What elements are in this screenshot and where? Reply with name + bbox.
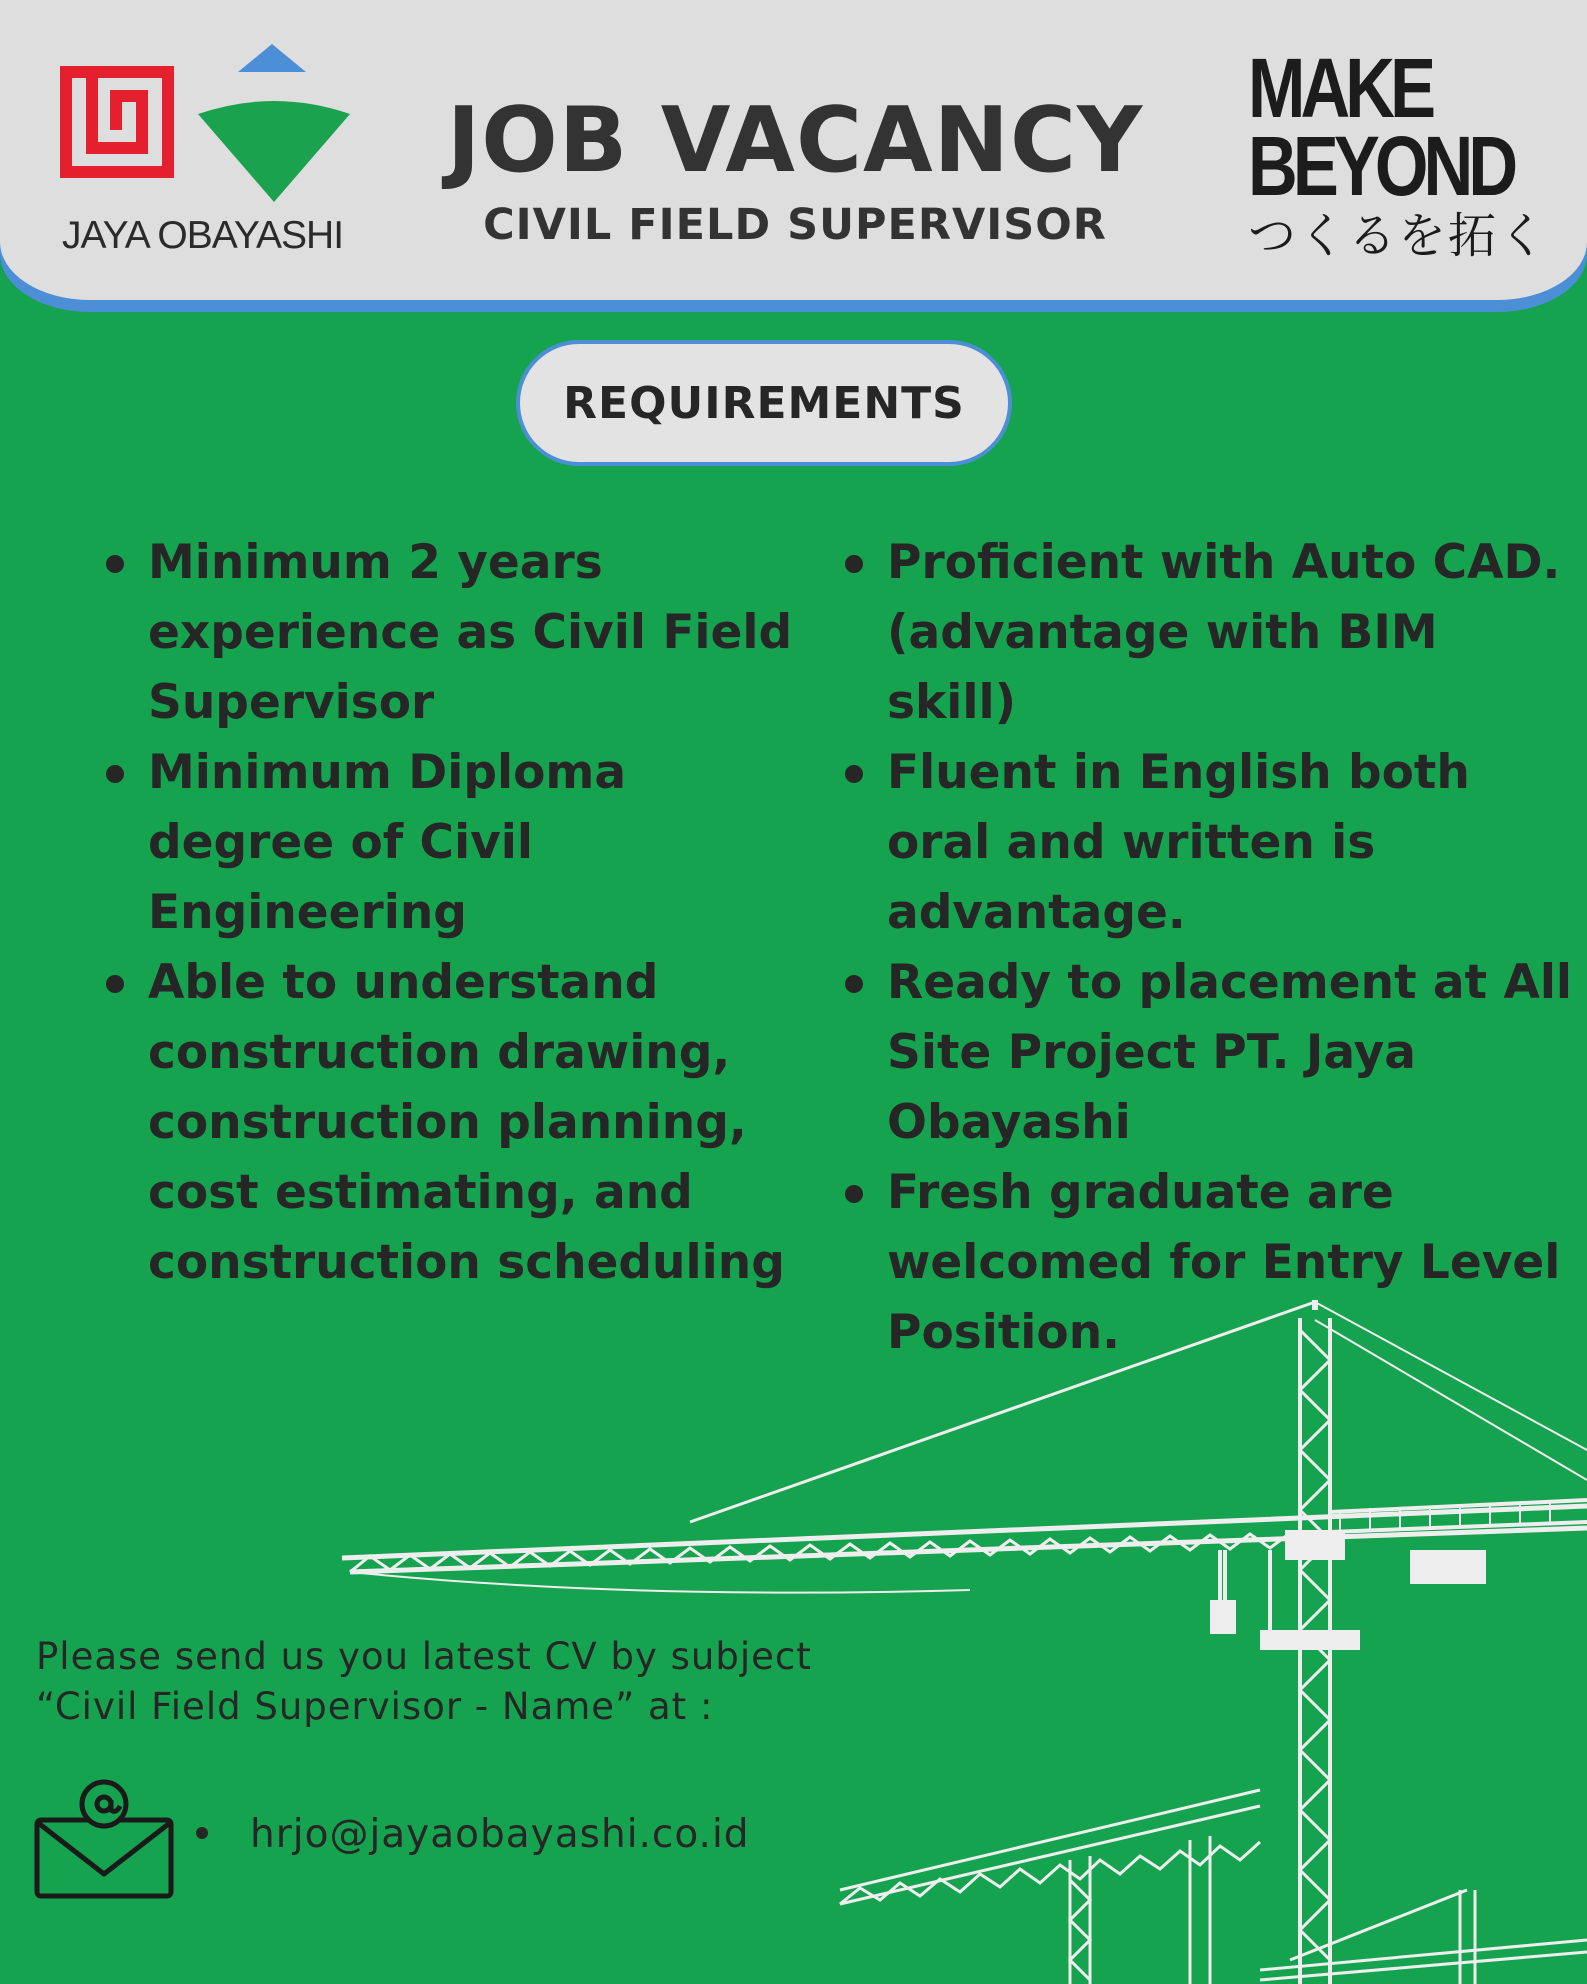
jaya-obayashi-logo-icon	[58, 42, 358, 212]
page-title: JOB VACANCY	[446, 88, 1144, 193]
list-item: Minimum Diploma degree of Civil Engineering	[104, 738, 804, 948]
bullet-dot	[196, 1827, 208, 1839]
contact-email-row	[196, 1812, 750, 1857]
tagline-line-1: MAKE	[1248, 41, 1432, 135]
make-beyond-logo	[1248, 41, 1578, 264]
email-icon	[34, 1778, 176, 1900]
application-instructions	[36, 1632, 936, 1732]
header-banner	[0, 0, 1587, 300]
list-item: Able to understand construction drawing, construction planning, cost estimating, and construction scheduling	[104, 948, 804, 1298]
company-logo	[58, 42, 358, 262]
company-logo-text: JAYA OBAYASHI	[62, 214, 344, 257]
list-item: Fresh graduate are welcomed for Entry Level Position.	[843, 1158, 1583, 1368]
requirements-heading: REQUIREMENTS	[516, 340, 1012, 466]
list-item: Ready to placement at All Site Project PT. Jaya Obayashi	[843, 948, 1583, 1158]
position-subtitle: CIVIL FIELD SUPERVISOR	[483, 200, 1107, 250]
list-item: Minimum 2 years experience as Civil Field Supervisor	[104, 528, 804, 738]
tagline-japanese: つくるを拓く	[1248, 208, 1549, 264]
instruction-line-1: Please send us you latest CV by subject	[36, 1635, 812, 1678]
contact-email-link[interactable]: hrjo@jayaobayashi.co.id	[250, 1812, 750, 1857]
instruction-line-2: “Civil Field Supervisor - Name” at :	[36, 1685, 714, 1728]
list-item: Fluent in English both oral and written is advantage.	[843, 738, 1583, 948]
list-item: Proficient with Auto CAD. (advantage with BIM skill)	[843, 528, 1583, 738]
requirements-list-left	[104, 528, 804, 1298]
requirements-list-right	[843, 528, 1583, 1368]
tagline-line-2: BEYOND	[1248, 119, 1514, 213]
